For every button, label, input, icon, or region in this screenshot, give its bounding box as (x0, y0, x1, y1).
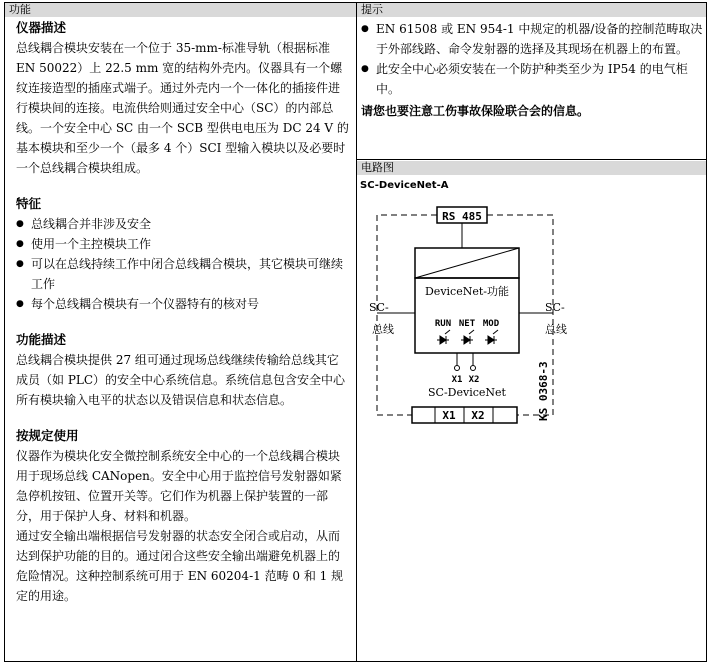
notes-band-label: 提示 (361, 3, 383, 16)
feature-item: ● 使用一个主控模块工作 (16, 234, 350, 254)
pin-x2-label: X2 (468, 375, 480, 385)
note-item: ● EN 61508 或 EN 954-1 中规定的机器/设备的控制范畴取决于外部线路、命令发射器的选择及其现场在机器上的布置。 (361, 19, 703, 59)
left-column (16, 18, 350, 606)
function-description-heading: 功能描述 (16, 332, 67, 347)
led-net-icon (461, 330, 474, 344)
notes-band (357, 3, 706, 17)
part-code-label: KS 0368-3 (537, 361, 550, 421)
terminal-x1-label: X1 (442, 409, 456, 422)
intended-use-text-2: 通过安全输出端根据信号发射器的状态安全闭合或启动，从而达到保护功能的目的。通过闭合这些安全输出端避免机器上的危险情况。这种控制系统可用于 EN 60204-1 范畴 0 和 1 规定的用途。 (16, 529, 344, 603)
function-band-label: 功能 (9, 3, 31, 16)
circuit-band-label: 电路图 (361, 161, 394, 174)
diagram-title: SC-DeviceNet-A (360, 180, 449, 191)
converter-diagonal (415, 248, 519, 278)
rs485-label: RS 485 (442, 210, 482, 223)
left-bus-label-1: SC- (369, 301, 389, 314)
left-bus-label-2: 总线 (372, 323, 394, 336)
circuit-band (357, 161, 706, 175)
notes-list (361, 19, 703, 99)
feature-item: ● 可以在总线持续工作中闭合总线耦合模块，其它模块可继续工作 (16, 254, 350, 294)
bold-note: 请您也要注意工伤事故保险联合会的信息。 (361, 104, 590, 118)
note-item: ● 此安全中心必须安装在一个防护种类至少为 IP54 的电气柜中。 (361, 59, 703, 99)
devicenet-function-label: DeviceNet-功能 (424, 285, 510, 298)
description-heading: 仪器描述 (16, 20, 67, 35)
document-frame (4, 2, 707, 662)
notes-separator (357, 159, 706, 160)
function-band (5, 3, 356, 17)
features-heading: 特征 (16, 196, 42, 211)
intended-use-heading: 按规定使用 (16, 428, 79, 443)
pin-x1-circle (455, 366, 460, 371)
terminal-x2-label: X2 (471, 409, 485, 422)
description-text: 总线耦合模块安装在一个位于 35-mm-标准导轨（根据标准 EN 50022）上 22.5 mm 宽的结构外壳内。仪器具有一个螺纹连接造型的插座式端子。通过外壳内一个一体化的插接件进行模块间的连接。电流供给则通过安全中心（SC）的内部总线。一个安全中心 SC 由一个 SCB 型供电电压为 DC 24 V 的基本模块和至少一个（最多 4 个）SCI 型输入模块以及必要时一个总线耦合模块组成。 (16, 41, 349, 175)
led-net-label: NET (458, 319, 476, 329)
led-run-icon (437, 330, 450, 344)
notes-column (361, 19, 703, 121)
function-description-text: 总线耦合模块提供 27 组可通过现场总线继续传输给总线其它成员（如 PLC）的安全中心系统信息。系统信息包含安全中心所有模块输入电平的状态以及错误信息和状态信息。 (16, 353, 346, 407)
module-name-label: SC-DeviceNet (428, 386, 506, 399)
feature-item: ● 总线耦合并非涉及安全 (16, 214, 350, 234)
intended-use-text-1: 仪器作为模块化安全微控制系统安全中心的一个总线耦合模块用于现场总线 CANopen。安全中心用于监控信号发射器如紧急停机按钮、位置开关等。它们作为机器上保护装置的一部分，用于保护人身、材料和机器。 (16, 449, 342, 523)
right-bus-label-1: SC- (545, 301, 565, 314)
left-dash-path (377, 215, 437, 415)
pin-x1-label: X1 (451, 375, 463, 385)
led-run-label: RUN (434, 319, 452, 329)
circuit-diagram (357, 193, 707, 453)
pin-x2-circle (471, 366, 476, 371)
right-bus-label-2: 总线 (545, 323, 567, 336)
led-mod-icon (485, 330, 498, 344)
led-mod-label: MOD (482, 319, 500, 329)
feature-item: ● 每个总线耦合模块有一个仪器特有的核对号 (16, 294, 350, 314)
features-list (16, 214, 350, 314)
